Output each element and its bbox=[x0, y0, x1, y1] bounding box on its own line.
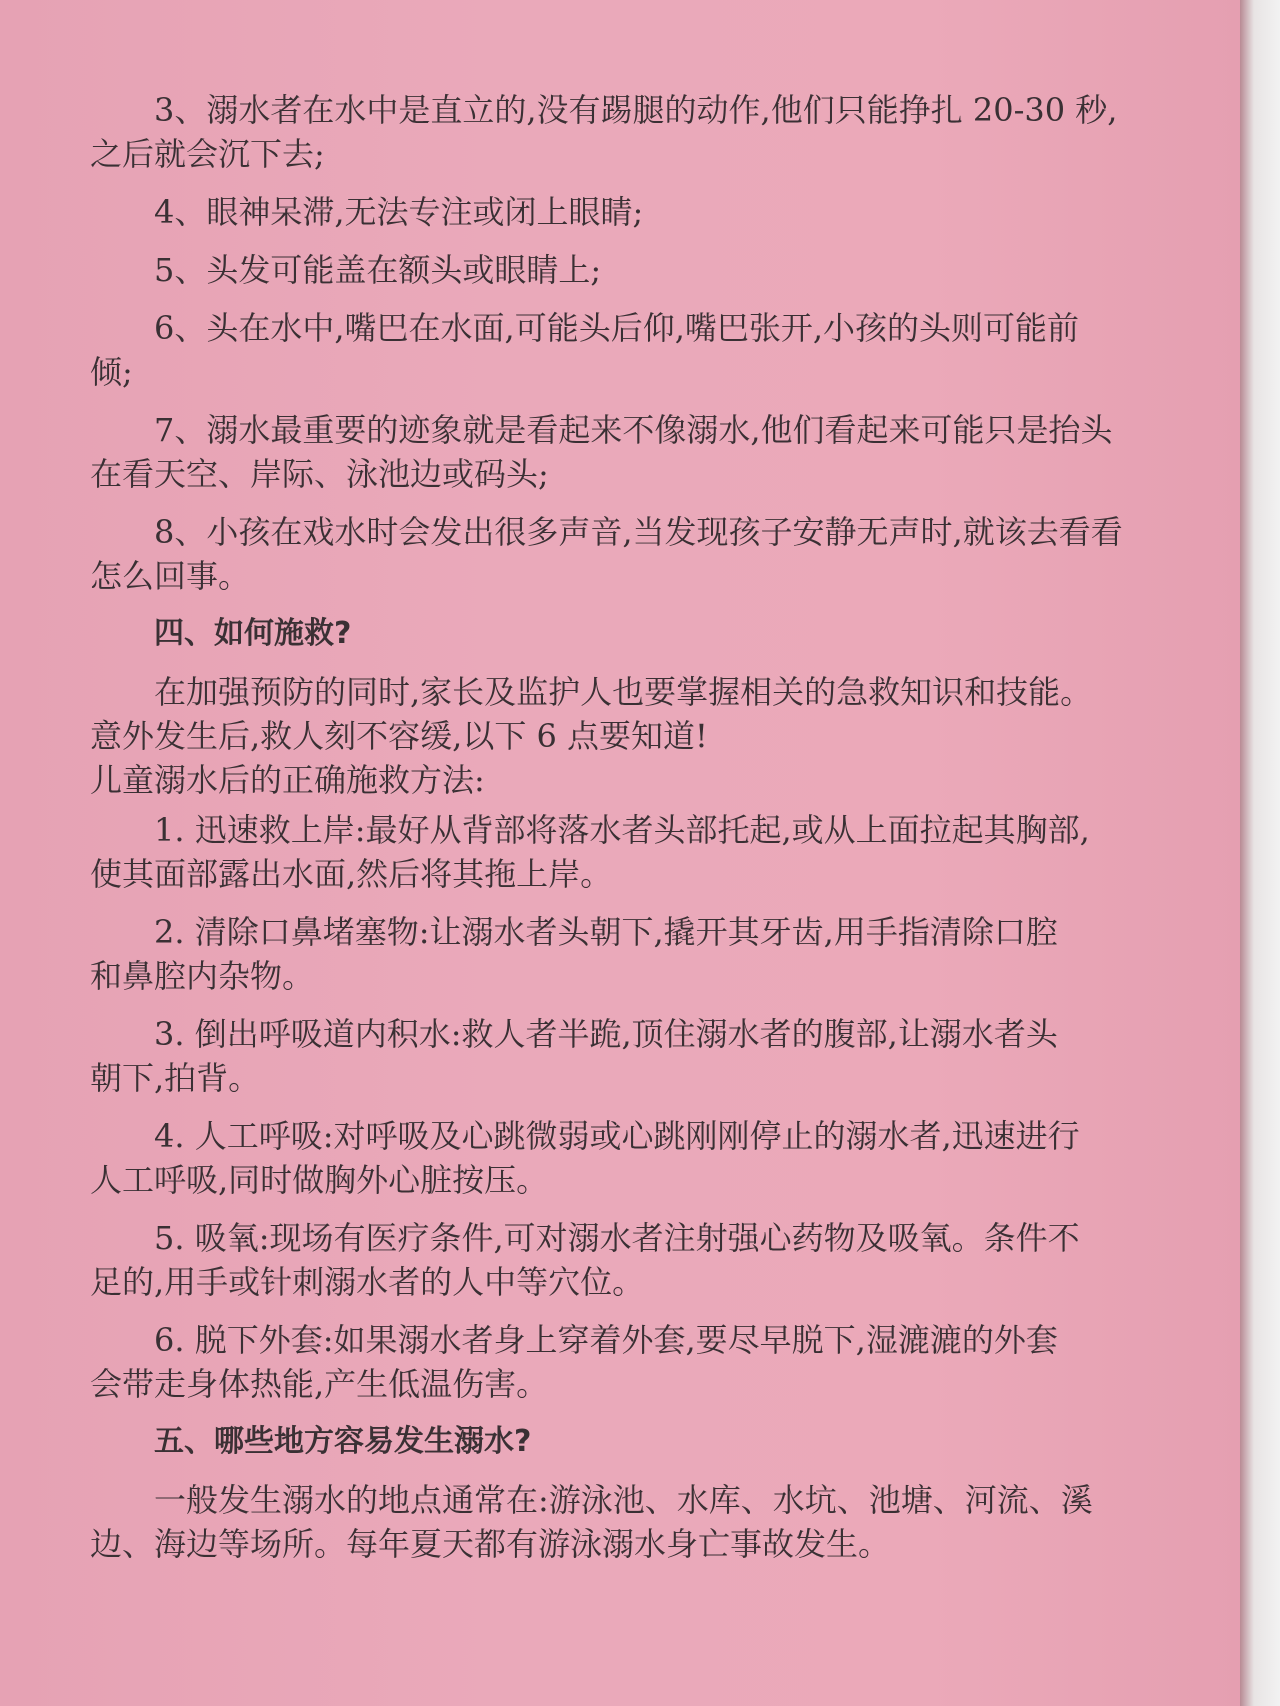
text-line: 人工呼吸,同时做胸外心脏按压。 bbox=[90, 1161, 549, 1199]
paragraph-item-3 bbox=[90, 88, 1118, 176]
page-edge bbox=[1240, 0, 1280, 1706]
text-line: 足的,用手或针刺溺水者的人中等穴位。 bbox=[90, 1263, 645, 1301]
text-line: 朝下,拍背。 bbox=[90, 1059, 261, 1097]
rescue-step-2 bbox=[90, 910, 1090, 998]
text-line: 2. 清除口鼻堵塞物:让溺水者头朝下,撬开其牙齿,用手指清除口腔 bbox=[154, 913, 1058, 951]
paragraph-item-6 bbox=[90, 306, 1090, 394]
text-line: 和鼻腔内杂物。 bbox=[90, 957, 315, 995]
text-line: 4、眼神呆滞,无法专注或闭上眼睛; bbox=[154, 193, 644, 231]
rescue-step-3 bbox=[90, 1012, 1090, 1100]
text-line: 会带走身体热能,产生低温伤害。 bbox=[90, 1365, 549, 1403]
rescue-step-1 bbox=[90, 808, 1090, 896]
text-line: 使其面部露出水面,然后将其拖上岸。 bbox=[90, 855, 613, 893]
text-line: 7、溺水最重要的迹象就是看起来不像溺水,他们看起来可能只是抬头 bbox=[154, 411, 1113, 449]
text-line: 倾; bbox=[90, 353, 133, 391]
text-line: 4. 人工呼吸:对呼吸及心跳微弱或心跳刚刚停止的溺水者,迅速进行 bbox=[154, 1117, 1080, 1155]
paragraph-item-8 bbox=[90, 510, 1123, 598]
section-heading-rescue: 四、如何施救? bbox=[154, 616, 352, 651]
text-line: 5、头发可能盖在额头或眼睛上; bbox=[154, 251, 602, 289]
text-line: 边、海边等场所。每年夏天都有游泳溺水身亡事故发生。 bbox=[90, 1525, 891, 1563]
text-line: 在加强预防的同时,家长及监护人也要掌握相关的急救知识和技能。 bbox=[154, 673, 1093, 711]
paragraph-item-5 bbox=[90, 248, 1090, 292]
rescue-step-5 bbox=[90, 1216, 1090, 1304]
text-line: 6、头在水中,嘴巴在水面,可能头后仰,嘴巴张开,小孩的头则可能前 bbox=[154, 309, 1080, 347]
text-line: 一般发生溺水的地点通常在:游泳池、水库、水坑、池塘、河流、溪 bbox=[154, 1481, 1093, 1519]
document-body bbox=[90, 88, 1123, 1580]
rescue-step-4 bbox=[90, 1114, 1090, 1202]
locations-paragraph bbox=[90, 1478, 1093, 1566]
text-line: 3、溺水者在水中是直立的,没有踢腿的动作,他们只能挣扎 20-30 秒, bbox=[154, 91, 1118, 129]
text-line: 怎么回事。 bbox=[90, 557, 251, 595]
text-line: 意外发生后,救人刻不容缓,以下 6 点要知道! bbox=[90, 717, 708, 755]
section-heading-locations: 五、哪些地方容易发生溺水? bbox=[154, 1424, 532, 1459]
text-line: 3. 倒出呼吸道内积水:救人者半跪,顶住溺水者的腹部,让溺水者头 bbox=[154, 1015, 1058, 1053]
text-line: 之后就会沉下去; bbox=[90, 135, 325, 173]
paragraph-item-7 bbox=[90, 408, 1113, 496]
text-line: 儿童溺水后的正确施救方法: bbox=[90, 761, 485, 799]
text-line: 在看天空、岸际、泳池边或码头; bbox=[90, 455, 549, 493]
rescue-step-6 bbox=[90, 1318, 1090, 1406]
rescue-intro bbox=[90, 670, 1093, 802]
text-line: 6. 脱下外套:如果溺水者身上穿着外套,要尽早脱下,湿漉漉的外套 bbox=[154, 1321, 1058, 1359]
text-line: 8、小孩在戏水时会发出很多声音,当发现孩子安静无声时,就该去看看 bbox=[154, 513, 1123, 551]
text-line: 1. 迅速救上岸:最好从背部将落水者头部托起,或从上面拉起其胸部, bbox=[154, 811, 1090, 849]
paragraph-item-4 bbox=[90, 190, 1090, 234]
text-line: 5. 吸氧:现场有医疗条件,可对溺水者注射强心药物及吸氧。条件不 bbox=[154, 1219, 1080, 1257]
